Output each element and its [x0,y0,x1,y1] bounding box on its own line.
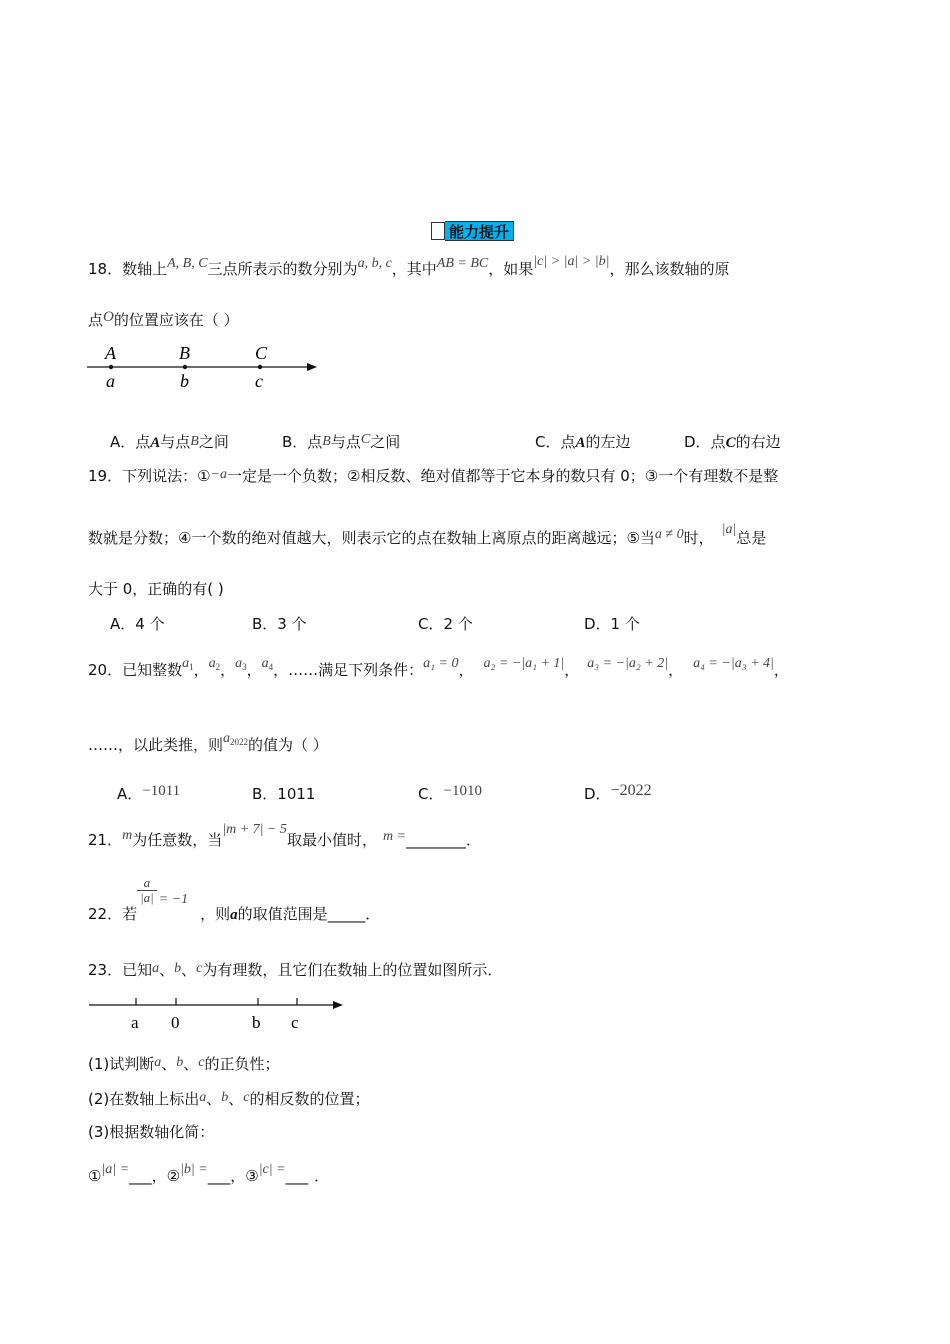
frac-denominator: |a| [140,890,154,905]
q22-text: 的取值范围是 [237,905,328,923]
q20-sub: 1 [189,662,194,672]
q19-option-b: B．3 个 [252,615,307,633]
axis-arrow [333,1001,343,1009]
q21-text: 21． [88,831,123,849]
section-title-text: 能力提升 [445,221,514,241]
opt-text: A． [117,785,143,803]
opt-text: B．点 [282,433,323,451]
q20-eq2: a₂ = −|a₁ + 1| [483,656,565,671]
q19-neg-a: −a [210,467,227,482]
q22-var: a [230,907,238,923]
q20-text: ，……满足下列条件： [273,661,424,679]
q20-line1: 20．已知整数$a_1$，$a_2$，$a_3$，$a_4$，……满足下列条件：a₁ = 0， a₂ = −|a₁ + 1|， a₃ = −|a₂ + 2|， a₄ = −|a₃ + 4|， [88,656,789,679]
q23-a: a [154,1055,162,1070]
q18-option-c [535,431,631,452]
frac-numerator: a [137,876,157,891]
opt-text: D． [584,785,611,803]
opt-var: A [575,435,586,451]
q20-option-b: B．1011 [252,785,316,803]
opt-text: 之间 [370,433,401,451]
q23-part3-answers [88,1162,330,1186]
q23-c: c [243,1090,250,1105]
answer-blank-3: ___ [285,1167,309,1185]
q18-condition-abs: |c| > |a| > |b| [533,254,610,269]
q18-number-line [85,340,325,395]
q18-text: ，那么该数轴的原 [609,260,730,278]
q19-option-d: D．1 个 [584,615,640,633]
q18-line1 [88,254,730,279]
q20-option-c [418,783,482,804]
q23-b: b [174,961,182,976]
q23-c: c [198,1055,205,1070]
section-title [431,221,514,241]
opt-text: 的右边 [735,433,781,451]
q23-number-line [85,992,350,1034]
label-a: a [131,1013,139,1032]
q18-text: ，如果 [488,260,534,278]
q23-part2 [88,1088,370,1109]
q20-eq3: a₃ = −|a₂ + 2| [587,656,669,671]
q18-text: 18．数轴上 [88,260,168,278]
q19-abs-a: |a| [721,522,737,537]
title-marker [431,222,445,240]
q22-text: ． [365,905,381,923]
label-c: c [255,371,263,391]
opt-text: 与点 [330,433,361,451]
q18-points: A, B, C [167,256,208,271]
opt-value: −2022 [610,782,652,799]
opt-var: C [725,435,736,451]
q23-a: a [152,961,160,976]
q22-fraction [137,876,157,905]
q19-text: 19．下列说法：① [88,467,211,485]
q20-sub: 4 [268,662,274,672]
q23-part3: (3)根据数轴化简： [88,1123,215,1141]
label-A: A [105,343,116,363]
q20-a3: a [235,656,243,671]
q22-text: ，则 [200,905,231,923]
q20-text: ……，以此类推，则 [88,736,224,754]
q21-text: ． [466,831,482,849]
q23-a: a [199,1090,207,1105]
q21 [88,822,482,850]
q19-option-a: A．4 个 [110,615,165,633]
q18-option-a [110,431,229,452]
point-c [258,365,262,369]
q18-text: 点 [88,311,104,329]
opt-text: 之间 [198,433,229,451]
q22 [88,872,380,922]
q22-answer-blank: _____ [327,905,366,923]
q18-condition-ab-bc: AB = BC [436,256,489,271]
opt-value: −1011 [142,783,181,799]
q23-part1 [88,1053,280,1074]
q18-text: 的位置应该在（ ） [113,311,239,329]
q18-option-d [684,431,781,452]
point-a [109,365,113,369]
q19-option-c: C．2 个 [418,615,473,633]
q23-text: (2)在数轴上标出 [88,1090,200,1108]
abs-c-eq: |c| = [258,1162,286,1177]
q21-m-eq: m = [382,829,407,844]
q23-comma: ， [151,1167,167,1185]
q19-text: 一定是一个负数；②相反数、绝对值都等于它本身的数只有 0；③一个有理数不是整 [227,467,779,485]
label-b: b [180,371,189,391]
q23-text: 的相反数的位置； [249,1090,370,1108]
q19-text: 总是 [736,529,767,547]
answer-blank-1: ___ [129,1167,152,1185]
opt-value: −1010 [443,783,482,799]
q20-a2022: a [223,731,231,746]
circle-2: ② [166,1167,181,1185]
q19-line3: 大于 0，正确的有( ) [88,580,224,598]
answer-blank-2: ___ [207,1167,231,1185]
q23-b: b [176,1055,184,1070]
q19-text: 数就是分数；④一个数的绝对值越大，则表示它的点在数轴上离原点的距离越远；⑤当 [88,529,655,547]
q20-a4: a [261,656,269,671]
q22-text: 22．若 [88,905,138,923]
opt-var: B [190,434,199,449]
opt-text: C． [418,785,444,803]
label-zero: 0 [171,1013,180,1032]
q23-sep: 、 [161,1055,177,1073]
q23-comma: ， [230,1167,246,1185]
circle-1: ① [88,1167,102,1185]
q23-end: ． [314,1167,330,1185]
q20-line2 [88,731,328,755]
q20-option-a [117,783,180,804]
q22-rhs: = −1 [158,892,189,907]
q18-text: ，其中 [391,260,437,278]
q19-text: 时， [683,529,714,547]
label-b: b [252,1013,261,1032]
q23-c: c [196,961,203,976]
q21-text: 取最小值时， [286,831,377,849]
q20-a2: a [208,656,216,671]
q23-text: 的正负性； [204,1055,280,1073]
opt-text: A．点 [110,433,151,451]
circle-3: ③ [245,1167,259,1185]
q23-line1 [88,959,502,980]
q18-line2 [88,309,239,330]
q19-line1 [88,465,778,486]
q20-text: 的值为（ ） [248,736,328,754]
q23-sep: 、 [181,961,197,979]
q21-m: m [122,828,133,843]
opt-var: B [322,434,331,449]
point-b [183,365,187,369]
q21-answer-blank: ________ [406,831,467,849]
q20-option-d [584,783,652,804]
opt-text: C．点 [535,433,576,451]
abs-b-eq: |b| = [180,1162,208,1177]
q19-cond: a ≠ 0 [654,527,684,542]
q20-eq4: a₄ = −|a₃ + 4| [693,656,774,671]
q21-text: 为任意数，当 [132,831,223,849]
q23-sep: 、 [206,1090,222,1108]
q18-origin: O [103,309,114,325]
q20-sub: 2022 [230,737,249,747]
q23-text: (1)试判断 [88,1055,155,1073]
q18-option-b [282,431,400,452]
q20-a1: a [182,656,190,671]
opt-text: 与点 [160,433,191,451]
label-C: C [255,343,268,363]
q23-sep: 、 [183,1055,199,1073]
label-a: a [106,371,115,391]
q23-text: 为有理数，且它们在数轴上的位置如图所示． [202,961,503,979]
q23-sep: 、 [159,961,175,979]
q23-b: b [221,1090,229,1105]
label-c: c [291,1013,299,1032]
opt-var: A [150,435,161,451]
abs-a-eq: |a| = [101,1162,130,1177]
q18-values: a, b, c [357,256,392,271]
q23-sep: 、 [228,1090,244,1108]
label-B: B [179,343,190,363]
q20-sub: 3 [242,662,247,672]
opt-text: 的左边 [585,433,631,451]
q20-sub: 2 [215,662,221,672]
q21-expr: |m + 7| − 5 [222,822,287,837]
q23-text: 23．已知 [88,961,153,979]
q20-eq1: a₁ = 0 [423,656,459,671]
q20-text: 20．已知整数 [88,661,183,679]
axis-arrow [307,363,317,371]
q19-line2 [88,522,767,548]
opt-text: D．点 [684,433,726,451]
opt-var: C [360,432,371,447]
q18-text: 三点所表示的数分别为 [207,260,358,278]
